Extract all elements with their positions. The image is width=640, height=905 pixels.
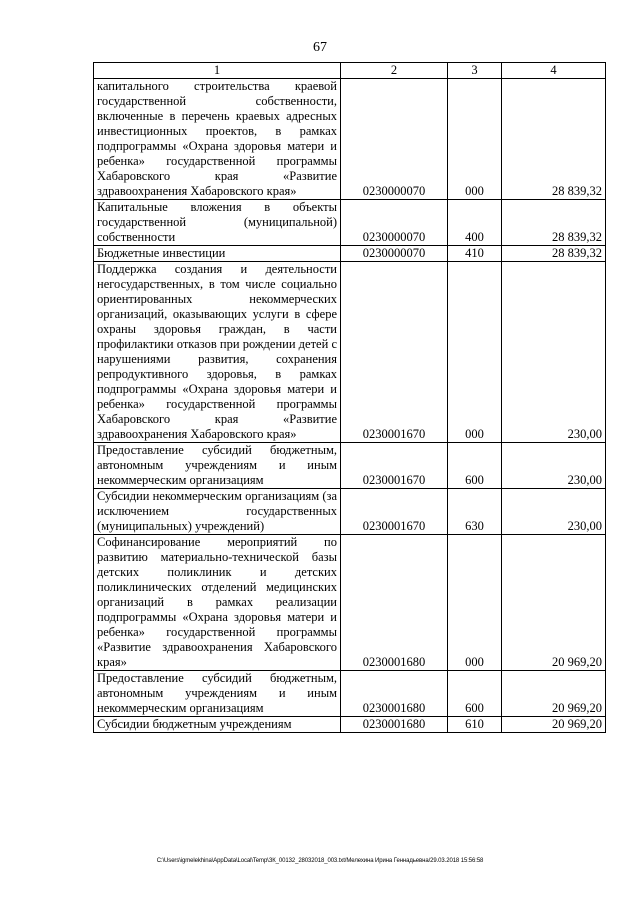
row-target-code: 0230000070 bbox=[341, 246, 448, 262]
row-description: Бюджетные инвестиции bbox=[94, 246, 341, 262]
row-amount: 230,00 bbox=[502, 443, 606, 489]
row-description: Капитальные вложения в объекты государственной (муниципальной) собственности bbox=[94, 200, 341, 246]
row-target-code: 0230001680 bbox=[341, 717, 448, 733]
row-target-code: 0230001670 bbox=[341, 443, 448, 489]
header-col-2: 2 bbox=[341, 63, 448, 79]
row-expense-type: 610 bbox=[448, 717, 502, 733]
row-target-code: 0230000070 bbox=[341, 79, 448, 200]
table-row bbox=[94, 262, 606, 443]
row-description: Предоставление субсидий бюджетным, автономным учреждениям и иным некоммерческим организациям bbox=[94, 671, 341, 717]
table-row bbox=[94, 246, 606, 262]
row-target-code: 0230001680 bbox=[341, 535, 448, 671]
table-header-row bbox=[94, 63, 606, 79]
row-expense-type: 000 bbox=[448, 79, 502, 200]
table-row bbox=[94, 717, 606, 733]
table-row bbox=[94, 443, 606, 489]
row-target-code: 0230001670 bbox=[341, 262, 448, 443]
row-description: Софинансирование мероприятий по развитию материально-технической базы детских поликлиник и детских поликлинических отделений медицинских организаций в рамках реализации подпрограммы «Охрана здоровья матери и ребенка» государственной программы «Развитие здравоохранения Хабаровского края» bbox=[94, 535, 341, 671]
row-amount: 28 839,32 bbox=[502, 246, 606, 262]
table-row bbox=[94, 535, 606, 671]
row-target-code: 0230001670 bbox=[341, 489, 448, 535]
header-col-3: 3 bbox=[448, 63, 502, 79]
row-amount: 20 969,20 bbox=[502, 671, 606, 717]
row-description: Субсидии бюджетным учреждениям bbox=[94, 717, 341, 733]
header-col-1: 1 bbox=[94, 63, 341, 79]
table-row bbox=[94, 200, 606, 246]
row-amount: 28 839,32 bbox=[502, 200, 606, 246]
row-expense-type: 000 bbox=[448, 262, 502, 443]
row-description: Субсидии некоммерческим организациям (за исключением государственных (муниципальных) учреждений) bbox=[94, 489, 341, 535]
row-amount: 230,00 bbox=[502, 262, 606, 443]
row-amount: 230,00 bbox=[502, 489, 606, 535]
row-expense-type: 400 bbox=[448, 200, 502, 246]
row-target-code: 0230001680 bbox=[341, 671, 448, 717]
row-target-code: 0230000070 bbox=[341, 200, 448, 246]
row-amount: 20 969,20 bbox=[502, 535, 606, 671]
row-amount: 28 839,32 bbox=[502, 79, 606, 200]
table-row bbox=[94, 489, 606, 535]
row-expense-type: 630 bbox=[448, 489, 502, 535]
page-number: 67 bbox=[313, 40, 327, 55]
row-description: капитального строительства краевой государственной собственности, включенные в перечень краевых адресных инвестиционных проектов, в рамках подпрограммы «Охрана здоровья матери и ребенка» государственной программы Хабаровского края «Развитие здравоохранения Хабаровского края» bbox=[94, 79, 341, 200]
row-expense-type: 600 bbox=[448, 443, 502, 489]
row-expense-type: 600 bbox=[448, 671, 502, 717]
table-row bbox=[94, 79, 606, 200]
row-expense-type: 000 bbox=[448, 535, 502, 671]
row-description: Поддержка создания и деятельности негосударственных, в том числе социально ориентированных некоммерческих организаций, оказывающих услуги в сфере охраны здоровья граждан, в части профилактики отказов при рождении детей с нарушениями развития, сохранения репродуктивного здоровья, в рамках подпрограммы «Охрана здоровья матери и ребенка» государственной программы Хабаровского края «Развитие здравоохранения Хабаровского края» bbox=[94, 262, 341, 443]
table-row bbox=[94, 671, 606, 717]
row-amount: 20 969,20 bbox=[502, 717, 606, 733]
file-path-footer: C:\Users\igmelekhina\AppData\Local\Temp\ЗК_00132_28032018_003.txt/Мелехина Ирина Геннадьевна/29.03.2018 15:56:58 bbox=[156, 858, 484, 864]
header-col-4: 4 bbox=[502, 63, 606, 79]
budget-table bbox=[93, 62, 606, 733]
row-expense-type: 410 bbox=[448, 246, 502, 262]
row-description: Предоставление субсидий бюджетным, автономным учреждениям и иным некоммерческим организациям bbox=[94, 443, 341, 489]
